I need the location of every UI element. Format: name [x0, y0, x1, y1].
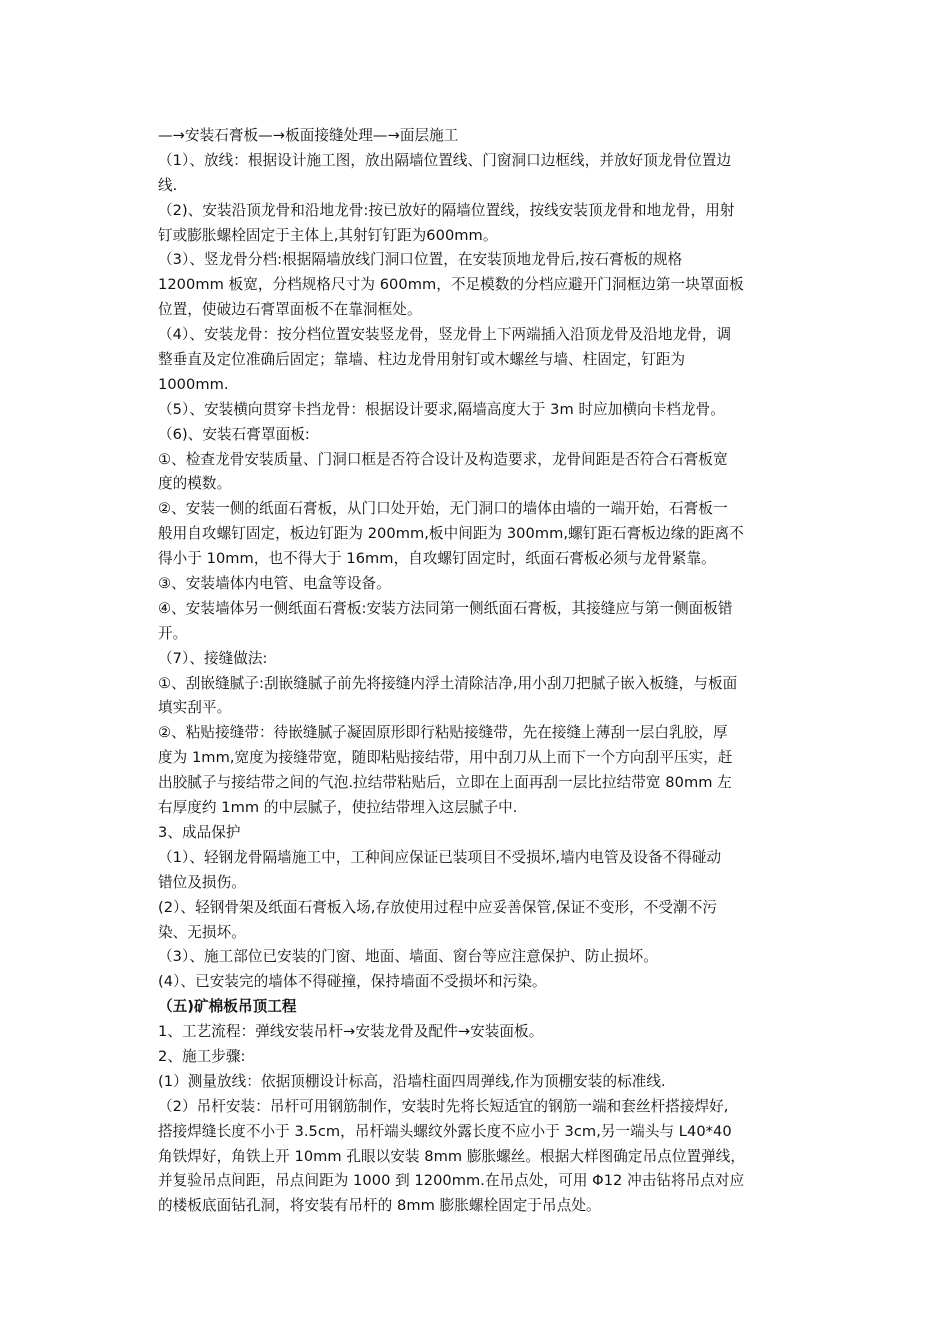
text-line: ④、安装墙体另一侧纸面石膏板:安装方法同第一侧纸面石膏板，其接缝应与第一侧面板错: [158, 599, 733, 617]
text-line: ③、安装墙体内电管、电盒等设备。: [158, 575, 391, 593]
text-line: （3）、施工部位已安装的门窗、地面、墙面、窗台等应注意保护、防止损坏。: [158, 948, 658, 966]
text-line: ②、安装一侧的纸面石膏板，从门口处开始，无门洞口的墙体由墙的一端开始，石膏板一: [158, 500, 728, 518]
text-line: （2)、安装沿顶龙骨和沿地龙骨:按已放好的隔墙位置线，按线安装顶龙骨和地龙骨，用射: [158, 201, 735, 219]
text-line: （2）吊杆安装：吊杆可用钢筋制作，安装时先将长短适宜的钢筋一端和套丝杆搭接焊好,: [158, 1097, 729, 1115]
text-line: 1200mm 板宽，分档规格尺寸为 600mm，不足模数的分档应避开门洞框边第一块罩面板: [158, 276, 744, 294]
text-line: (1）测量放线：依据顶棚设计标高，沿墙柱面四周弹线,作为顶棚安装的标准线.: [158, 1072, 666, 1090]
text-line: 整垂直及定位准确后固定；靠墙、柱边龙骨用射钉或木螺丝与墙、柱固定，钉距为: [158, 351, 686, 369]
text-line: ①、检查龙骨安装质量、门洞口框是否符合设计及构造要求，龙骨间距是否符合石膏板宽: [158, 450, 728, 468]
text-line: （4）、安装龙骨：按分档位置安装竖龙骨，竖龙骨上下两端插入沿顶龙骨及沿地龙骨，调: [158, 326, 732, 344]
text-line: (4）、已安装完的墙体不得碰撞，保持墙面不受损坏和污染。: [158, 973, 547, 991]
text-line: 右厚度约 1mm 的中层腻子，使拉结带埋入这层腻子中.: [158, 799, 518, 817]
text-line: 并复验吊点间距，吊点间距为 1000 到 1200mm.在吊点处，可用 Φ12 冲击钻将吊点对应: [158, 1172, 745, 1190]
text-line: （3）、竖龙骨分档:根据隔墙放线门洞口位置，在安装顶地龙骨后,按石膏板的规格: [158, 251, 683, 269]
text-line: 染、无损坏。: [158, 923, 246, 941]
text-line: —→安装石膏板—→板面接缝处理—→面层施工: [158, 127, 459, 144]
section-heading: （五)矿棉板吊顶工程: [158, 998, 297, 1016]
text-line: 般用自攻螺钉固定，板边钉距为 200mm,板中间距为 300mm,螺钉距石膏板边缘的距离不: [158, 525, 744, 543]
text-line: 3、成品保护: [158, 823, 241, 841]
text-line: （1）、放线：根据设计施工图，放出隔墙位置线、门窗洞口边框线，并放好顶龙骨位置边: [158, 151, 732, 169]
text-line: 填实刮平。: [158, 699, 232, 717]
text-line: 位置，使破边石膏罩面板不在靠洞框处。: [158, 301, 422, 319]
text-line: 2、施工步骤:: [158, 1047, 246, 1065]
text-line: 开。: [158, 624, 188, 642]
text-line: 角铁焊好，角铁上开 10mm 孔眼以安装 8mm 膨胀螺丝。根据大样图确定吊点位置弹线，: [158, 1147, 746, 1165]
text-line: 出胶腻子与接结带之间的气泡.拉结带粘贴后，立即在上面再刮一层比拉结带宽 80mm 左: [158, 774, 732, 792]
text-line: (2）、轻钢骨架及纸面石膏板入场,存放使用过程中应妥善保管,保证不变形，不受潮不污: [158, 898, 717, 916]
text-line: 的楼板底面钻孔洞，将安装有吊杆的 8mm 膨胀螺栓固定于吊点处。: [158, 1197, 601, 1215]
text-line: ②、粘贴接缝带：待嵌缝腻子凝固原形即行粘贴接缝带，先在接缝上薄刮一层白乳胶，厚: [158, 724, 728, 742]
text-line: （1）、轻钢龙骨隔墙施工中，工种间应保证已装项目不受损坏,墙内电管及设备不得碰动: [158, 848, 722, 866]
text-line: ①、刮嵌缝腻子:刮嵌缝腻子前先将接缝内浮土清除洁净,用小刮刀把腻子嵌入板缝，与板面: [158, 674, 738, 692]
text-line: 1000mm.: [158, 375, 229, 393]
text-line: 1、工艺流程：弹线安装吊杆→安装龙骨及配件→安装面板。: [158, 1023, 544, 1041]
text-line: （7）、接缝做法:: [158, 649, 268, 667]
text-line: （6)、安装石膏罩面板:: [158, 425, 310, 443]
text-line: 度的模数。: [158, 475, 232, 493]
text-line: 度为 1mm,宽度为接缝带宽，随即粘贴接结带，用中刮刀从上而下一个方向刮平压实，赶: [158, 749, 733, 767]
document-body: [158, 124, 798, 1219]
text-line: 错位及损伤。: [158, 873, 246, 891]
text-line: （5）、安装横向贯穿卡挡龙骨：根据设计要求,隔墙高度大于 3m 时应加横向卡档龙骨。: [158, 400, 725, 418]
text-line: 线.: [158, 176, 178, 194]
text-line: 得小于 10mm，也不得大于 16mm，自攻螺钉固定时，纸面石膏板必须与龙骨紧靠。: [158, 550, 716, 568]
text-line: 钉或膨胀螺栓固定于主体上,其射钉钉距为600mm。: [158, 226, 498, 244]
text-line: 搭接焊缝长度不小于 3.5cm，吊杆端头螺纹外露长度不应小于 3cm,另一端头与 L40*40: [158, 1122, 732, 1140]
